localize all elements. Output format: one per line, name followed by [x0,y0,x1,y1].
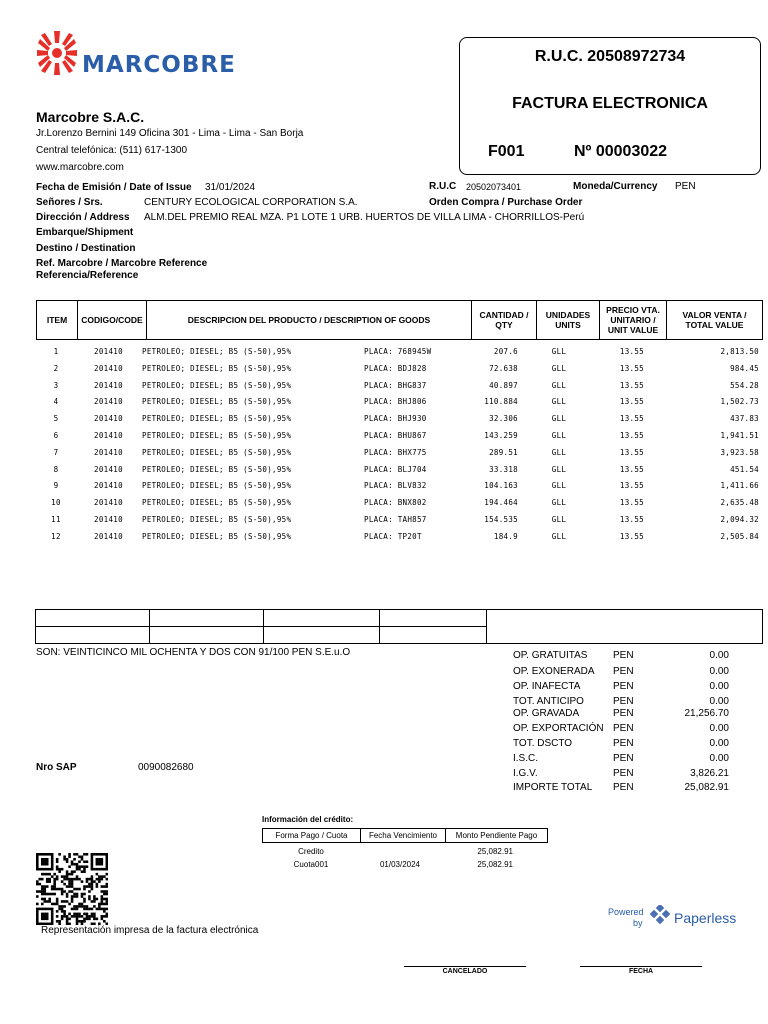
reference-label: Ref. Marcobre / Marcobre Reference [36,258,208,269]
cell-price: 13.55 [619,498,644,508]
cell-placa: PLACA: BLV832 [364,481,427,491]
cell-price: 13.55 [619,414,644,424]
table-row [36,393,763,410]
table-row [36,494,763,511]
total-cur: PEN [613,708,634,719]
cell-price: 13.55 [619,380,644,390]
cell-desc: PETROLEO; DIESEL; B5 (S-50),95% [142,380,292,390]
credit-row-date: 01/03/2024 [379,860,421,869]
cell-qty: 40.897 [489,380,518,390]
col-description: DESCRIPCION DEL PRODUCTO / DESCRIPTION OF GOODS [147,301,472,340]
grid-cell [380,627,487,644]
total-label: IMPORTE TOTAL [513,782,593,793]
cell-item: 8 [53,464,59,474]
cell-total: 554.28 [730,380,759,390]
cell-unit: GLL [551,347,567,356]
cell-qty: 33.318 [489,464,518,474]
cell-price: 13.55 [619,531,644,541]
items-table [36,300,763,340]
total-cur: PEN [613,650,634,661]
summary-grid [35,609,763,644]
table-row [36,528,763,545]
cell-qty: 184.9 [493,531,518,541]
total-cur: PEN [613,681,634,692]
cell-desc: PETROLEO; DIESEL; B5 (S-50),95% [142,363,292,373]
shipment-label: Embarque/Shipment [36,227,134,238]
cell-qty: 194.464 [484,498,518,508]
logo-wordmark: MARCOBRE [82,52,236,78]
cell-item: 1 [53,347,59,356]
credit-col-amount: Monto Pendiente Pago [446,829,548,843]
cell-code: 201410 [94,363,123,373]
cell-price: 13.55 [619,481,644,491]
cell-placa: PLACA: BHU867 [364,431,427,440]
cell-qty: 154.535 [484,515,518,524]
company-address: Jr.Lorenzo Bernini 149 Oficina 301 - Lima - Lima - San Borja [36,128,304,139]
client-ruc-value: 20502073401 [466,182,522,192]
col-item: ITEM [37,301,78,340]
credit-table [262,828,548,843]
cell-total: 984.45 [730,363,759,373]
cell-qty: 32.306 [489,414,518,424]
table-row [36,511,763,528]
amount-in-words: SON: VEINTICINCO MIL OCHENTA Y DOS CON 91/100 PEN S.E.u.O [36,647,351,658]
cell-code: 201410 [94,431,123,440]
cell-desc: PETROLEO; DIESEL; B5 (S-50),95% [142,414,292,424]
cell-placa: PLACA: TP20T [364,531,422,541]
total-cur: PEN [613,738,634,749]
cell-desc: PETROLEO; DIESEL; B5 (S-50),95% [142,397,292,407]
cell-placa: PLACA: BHG837 [364,380,427,390]
total-label: I.S.C. [513,753,539,764]
client-ruc-label: R.U.C [429,181,457,192]
cell-price: 13.55 [619,447,644,457]
reference2-label: Referencia/Reference [36,270,139,281]
company-phone: Central telefónica: (511) 617-1300 [36,145,188,156]
cell-price: 13.55 [619,363,644,373]
purchase-order-label: Orden Compra / Purchase Order [429,197,583,208]
total-value: 25,082.91 [684,782,729,793]
cell-unit: GLL [551,414,567,424]
credit-col-date: Fecha Vencimiento [361,829,446,843]
table-row [36,477,763,494]
cell-price: 13.55 [619,397,644,407]
cell-total: 3,923.58 [720,447,759,457]
cell-total: 437.83 [730,414,759,424]
total-value: 3,826.21 [690,768,729,779]
cell-item: 10 [51,498,61,508]
cell-item: 4 [53,397,59,407]
cell-desc: PETROLEO; DIESEL; B5 (S-50),95% [142,347,292,356]
by-label: by [633,918,643,928]
credit-row-amount: 25,082.91 [477,860,513,869]
cell-item: 11 [51,515,61,524]
col-code: CODIGO/CODE [78,301,147,340]
cell-total: 1,502.73 [720,397,759,407]
total-cur: PEN [613,696,634,707]
table-row [36,343,763,360]
signature-line-cancelado [404,966,526,967]
powered-label: Powered [608,907,644,917]
cell-total: 451.54 [730,464,759,474]
currency-value: PEN [675,181,696,192]
company-name: Marcobre S.A.C. [36,109,145,125]
cell-price: 13.55 [619,515,644,524]
issuer-ruc: R.U.C. 20508972734 [534,48,686,65]
credit-row-form: Cuota001 [293,860,329,869]
total-label: I.G.V. [513,768,538,779]
destination-label: Destino / Destination [36,243,136,254]
cell-placa: PLACA: TAH857 [364,515,427,524]
cell-unit: GLL [551,498,567,508]
cell-code: 201410 [94,531,123,541]
cell-desc: PETROLEO; DIESEL; B5 (S-50),95% [142,431,292,440]
cell-code: 201410 [94,414,123,424]
cell-unit: GLL [551,397,567,407]
cell-unit: GLL [551,363,567,373]
cell-total: 2,505.84 [720,531,759,541]
grid-cell [150,627,264,644]
grid-cell [36,610,150,627]
cell-placa: PLACA: BHJ806 [364,397,427,407]
credit-row-form: Credito [298,847,324,856]
cell-placa: PLACA: BNX802 [364,498,427,508]
cell-code: 201410 [94,464,123,474]
credit-title: Información del crédito: [262,815,354,824]
total-value: 0.00 [709,753,729,764]
cell-qty: 72.638 [489,363,518,373]
client-address: ALM.DEL PREMIO REAL MZA. P1 LOTE 1 URB. HUERTOS DE VILLA LIMA - CHORRILLOS-Perú [144,212,585,223]
cell-qty: 104.163 [484,481,518,491]
total-value: 0.00 [709,723,729,734]
document-id-box [459,37,761,175]
cell-desc: PETROLEO; DIESEL; B5 (S-50),95% [142,464,292,474]
signature-label-cancelado: CANCELADO [442,968,488,975]
cell-code: 201410 [94,347,123,356]
table-row [36,377,763,394]
total-label: OP. INAFECTA [513,681,581,692]
cell-unit: GLL [551,464,567,474]
total-label: OP. GRATUITAS [513,650,588,661]
cell-unit: GLL [551,515,567,524]
col-total-value: VALOR VENTA / TOTAL VALUE [667,301,763,340]
total-label: OP. EXONERADA [513,666,595,677]
issue-date-label: Fecha de Emisión / Date of Issue [36,182,192,193]
cell-desc: PETROLEO; DIESEL; B5 (S-50),95% [142,515,292,524]
total-value: 0.00 [709,696,729,707]
total-value: 0.00 [709,681,729,692]
cell-item: 6 [53,431,59,440]
cell-price: 13.55 [619,431,644,440]
credit-row-amount: 25,082.91 [477,847,513,856]
col-unit-value: PRECIO VTA. UNITARIO / UNIT VALUE [600,301,667,340]
grid-cell [380,610,487,627]
cell-total: 2,635.48 [720,498,759,508]
cell-unit: GLL [551,531,567,541]
paperless-logo-icon [648,905,672,927]
cell-qty: 289.51 [489,447,518,457]
total-label: TOT. ANTICIPO [513,696,584,707]
cell-item: 12 [51,531,61,541]
cell-unit: GLL [551,380,567,390]
total-value: 0.00 [709,666,729,677]
cell-item: 3 [53,380,59,390]
grid-cell [150,610,264,627]
signature-line-fecha [580,966,702,967]
cell-desc: PETROLEO; DIESEL; B5 (S-50),95% [142,498,292,508]
cell-placa: PLACA: BHX775 [364,447,427,457]
cell-price: 13.55 [619,347,644,356]
printed-representation-note: Representación impresa de la factura electrónica [41,925,259,936]
cell-qty: 143.259 [484,431,518,440]
document-number: Nº 00003022 [574,143,668,160]
cell-code: 201410 [94,397,123,407]
signature-label-fecha: FECHA [628,968,654,975]
total-cur: PEN [613,768,634,779]
cell-placa: PLACA: 768945W [364,347,432,356]
cell-code: 201410 [94,515,123,524]
cell-item: 9 [53,481,59,491]
total-label: TOT. DSCTO [513,738,573,749]
cell-qty: 110.884 [484,397,518,407]
grid-cell [264,627,380,644]
cell-unit: GLL [551,481,567,491]
currency-label: Moneda/Currency [573,181,658,192]
total-value: 21,256.70 [684,708,729,719]
total-cur: PEN [613,723,634,734]
cell-total: 2,813.50 [720,347,759,356]
client-name: CENTURY ECOLOGICAL CORPORATION S.A. [144,197,358,208]
grid-cell-wide [487,610,763,644]
marcobre-logo-icon [36,30,78,76]
qr-code-icon [36,853,108,925]
table-row [36,461,763,478]
total-cur: PEN [613,753,634,764]
cell-item: 5 [53,414,59,424]
cell-item: 7 [53,447,59,457]
cell-placa: PLACA: BHJ930 [364,414,427,424]
cell-placa: PLACA: BLJ704 [364,464,427,474]
issue-date-value: 31/01/2024 [205,182,256,193]
total-value: 0.00 [709,650,729,661]
address-label: Dirección / Address [36,212,130,223]
document-type: FACTURA ELECTRONICA [512,95,708,112]
cell-desc: PETROLEO; DIESEL; B5 (S-50),95% [142,481,292,491]
grid-cell [36,627,150,644]
total-cur: PEN [613,666,634,677]
cell-qty: 207.6 [493,347,518,356]
cell-placa: PLACA: BDJ828 [364,363,427,373]
total-cur: PEN [613,782,634,793]
total-label: OP. EXPORTACIÓN [513,723,604,734]
cell-total: 1,411.66 [720,481,759,491]
client-label: Señores / Srs. [36,197,103,208]
credit-col-form: Forma Pago / Cuota [263,829,361,843]
total-label: OP. GRAVADA [513,708,580,719]
cell-code: 201410 [94,447,123,457]
cell-desc: PETROLEO; DIESEL; B5 (S-50),95% [142,531,292,541]
sap-value: 0090082680 [138,762,194,773]
cell-code: 201410 [94,481,123,491]
cell-code: 201410 [94,380,123,390]
document-serie: F001 [488,143,525,160]
paperless-wordmark: Paperless [674,910,737,926]
cell-unit: GLL [551,447,567,457]
cell-code: 201410 [94,498,123,508]
col-qty: CANTIDAD / QTY [472,301,537,340]
col-units: UNIDADES UNITS [537,301,600,340]
company-website: www.marcobre.com [36,162,124,173]
table-row [36,427,763,444]
table-row [36,444,763,461]
cell-unit: GLL [551,431,567,440]
cell-total: 1,941.51 [720,431,759,440]
cell-price: 13.55 [619,464,644,474]
cell-desc: PETROLEO; DIESEL; B5 (S-50),95% [142,447,292,457]
grid-cell [264,610,380,627]
table-row [36,410,763,427]
sap-label: Nro SAP [36,762,77,773]
cell-total: 2,094.32 [720,515,759,524]
total-value: 0.00 [709,738,729,749]
cell-item: 2 [53,363,59,373]
table-row [36,360,763,377]
